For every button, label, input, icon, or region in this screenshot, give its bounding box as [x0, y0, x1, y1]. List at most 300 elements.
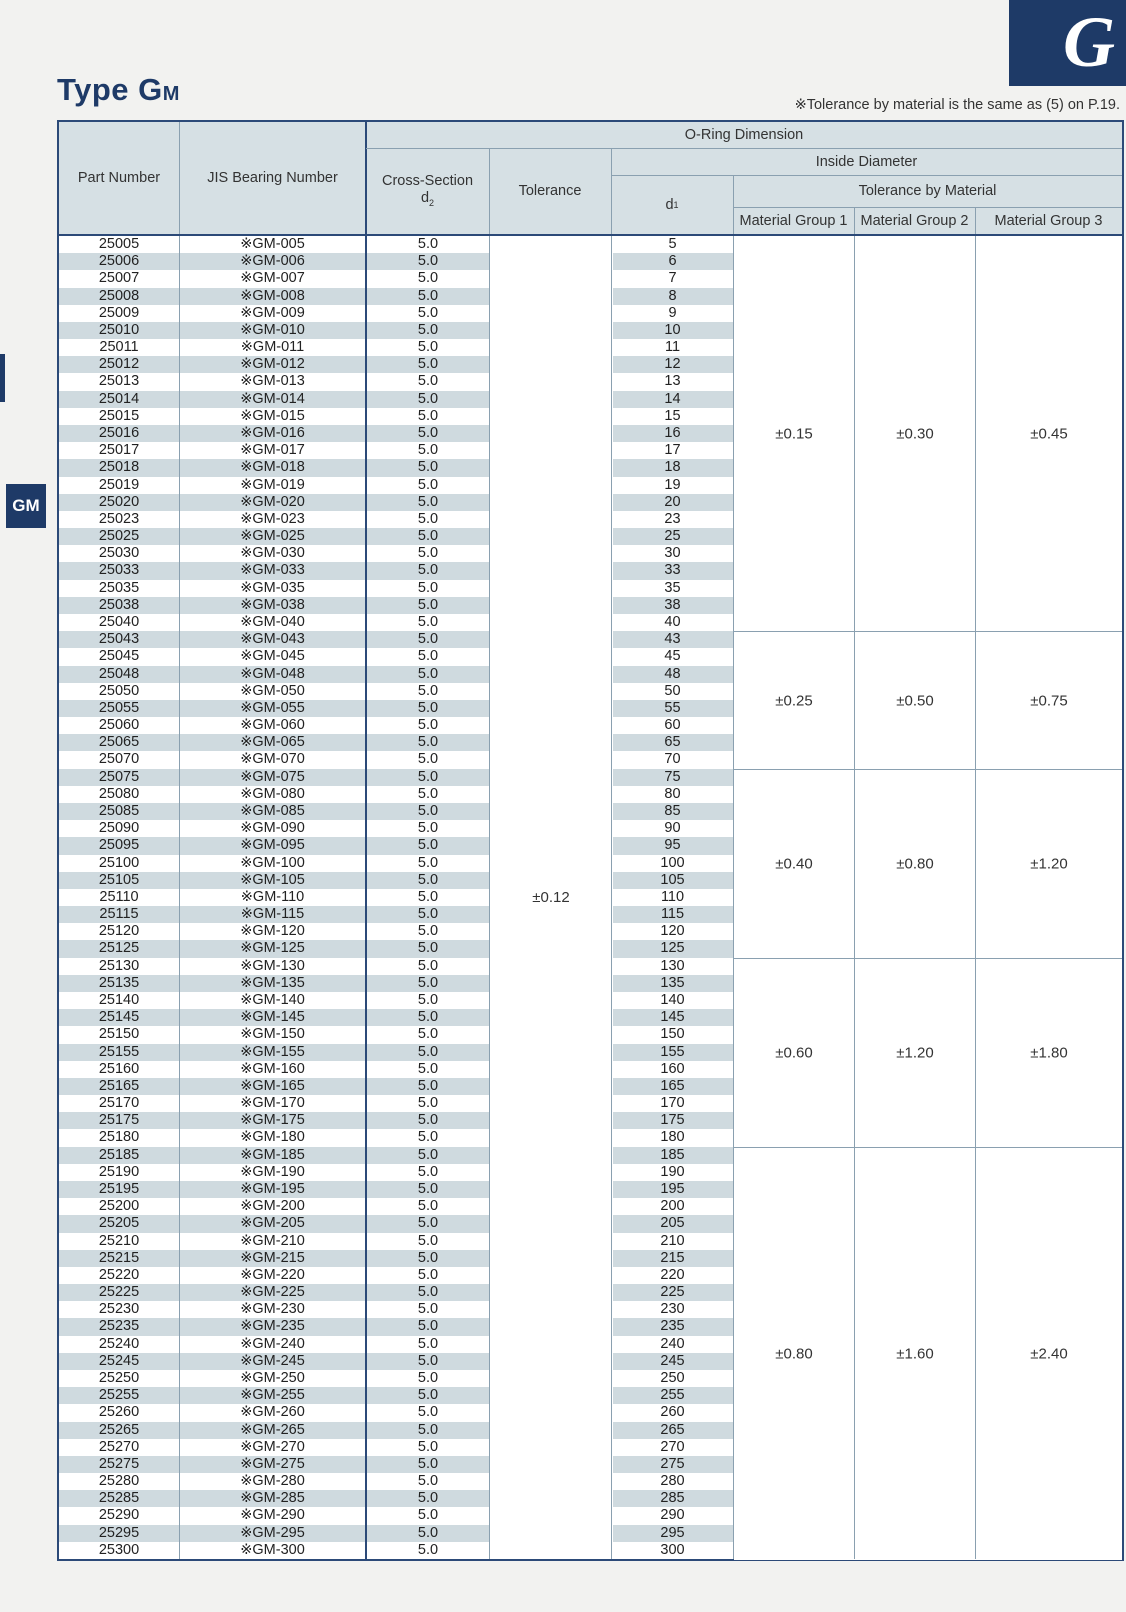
inside-diameter-cell: 6	[612, 253, 733, 270]
inside-diameter-cell: 35	[664, 579, 681, 596]
part-number-cell: 25010	[59, 322, 179, 339]
jis-number-cell: ※GM-075	[180, 769, 365, 786]
cross-section-cell: 5.0	[417, 1198, 439, 1215]
part-number-cell: 25170	[98, 1095, 140, 1112]
part-number-cell: 25295	[59, 1525, 179, 1542]
cross-section-cell: 5.0	[367, 734, 489, 751]
jis-number-cell: ※GM-200	[240, 1198, 305, 1215]
jis-number-cell: ※GM-275	[180, 1456, 365, 1473]
cross-section-cell: 5.0	[417, 442, 439, 459]
part-number-cell: 25130	[98, 957, 140, 974]
inside-diameter-cell: 5	[668, 236, 677, 252]
inside-diameter-cell: 75	[612, 769, 733, 786]
inside-diameter-cell: 120	[660, 923, 685, 940]
jis-number-cell: ※GM-055	[180, 700, 365, 717]
jis-number-cell: ※GM-160	[240, 1060, 305, 1077]
jis-number-cell: ※GM-008	[180, 288, 365, 305]
tolerance-group	[734, 958, 1122, 1148]
inside-diameter-cell: 200	[660, 1198, 685, 1215]
d1-sub: 1	[673, 199, 679, 210]
corner-tab-letter: G	[1063, 2, 1115, 82]
cross-section-cell: 5.0	[367, 1147, 489, 1164]
jis-number-cell: ※GM-265	[180, 1422, 365, 1439]
jis-number-cell: ※GM-005	[240, 236, 305, 252]
part-number-cell: 25255	[59, 1387, 179, 1404]
d1-sym: d	[665, 196, 674, 213]
jis-number-cell: ※GM-043	[180, 631, 365, 648]
part-number-cell: 25012	[59, 356, 179, 373]
jis-number-cell: ※GM-240	[240, 1335, 305, 1352]
header-mg2: Material Group 2	[860, 212, 969, 229]
tolerance-mg3: ±1.20	[1030, 855, 1068, 873]
title-sub: M	[162, 83, 180, 105]
inside-diameter-cell: 220	[660, 1266, 685, 1283]
cross-section-cell: 5.0	[367, 666, 489, 683]
inside-diameter-cell: 7	[668, 270, 677, 287]
inside-diameter-cell: 70	[664, 751, 681, 768]
part-number-cell: 25050	[98, 682, 140, 699]
tolerance-mg1: ±0.60	[775, 1044, 813, 1062]
part-number-cell: 25033	[59, 562, 179, 579]
cross-section-cell: 5.0	[367, 1112, 489, 1129]
jis-number-cell: ※GM-150	[240, 1026, 305, 1043]
header-cross-section-label: Cross-Section	[381, 172, 474, 189]
jis-number-cell: ※GM-014	[180, 391, 365, 408]
part-number-cell: 25180	[98, 1129, 140, 1146]
jis-number-cell: ※GM-023	[240, 510, 305, 527]
header-mg1: Material Group 1	[739, 212, 848, 229]
tolerance-mg1: ±0.40	[775, 855, 813, 873]
part-number-cell: 25120	[98, 923, 140, 940]
cross-section-cell: 5.0	[367, 288, 489, 305]
jis-number-cell: ※GM-048	[180, 666, 365, 683]
inside-diameter-cell: 23	[664, 510, 681, 527]
part-number-cell: 25011	[99, 339, 139, 356]
inside-diameter-cell: 215	[612, 1250, 733, 1267]
inside-diameter-cell: 16	[612, 425, 733, 442]
cross-section-cell: 5.0	[417, 717, 439, 734]
inside-diameter-cell: 105	[612, 872, 733, 889]
inside-diameter-cell: 25	[612, 528, 733, 545]
jis-number-cell: ※GM-012	[180, 356, 365, 373]
jis-number-cell: ※GM-090	[240, 820, 305, 837]
jis-number-cell: ※GM-060	[240, 717, 305, 734]
jis-number-cell: ※GM-260	[240, 1404, 305, 1421]
jis-number-cell: ※GM-220	[240, 1266, 305, 1283]
jis-number-cell: ※GM-170	[240, 1095, 305, 1112]
cross-section-cell: 5.0	[367, 459, 489, 476]
cross-section-cell: 5.0	[417, 373, 439, 390]
part-number-cell: 25105	[59, 872, 179, 889]
section-corner-tab	[1009, 0, 1126, 86]
cross-section-cell: 5.0	[417, 270, 439, 287]
cross-section-cell: 5.0	[367, 1250, 489, 1267]
inside-diameter-cell: 190	[660, 1163, 685, 1180]
cross-section-cell: 5.0	[417, 992, 439, 1008]
part-number-cell: 25150	[98, 1026, 140, 1043]
part-number-cell: 25145	[59, 1009, 179, 1026]
part-number-cell: 25019	[98, 476, 140, 493]
inside-diameter-cell: 175	[612, 1112, 733, 1129]
jis-number-cell: ※GM-033	[180, 562, 365, 579]
cross-section-cell: 5.0	[367, 1525, 489, 1542]
inside-diameter-cell: 19	[664, 476, 681, 493]
part-number-cell: 25155	[59, 1044, 179, 1061]
inside-diameter-cell: 33	[612, 562, 733, 579]
inside-diameter-cell: 60	[664, 717, 681, 734]
inside-diameter-cell: 225	[612, 1284, 733, 1301]
jis-number-cell: ※GM-155	[180, 1044, 365, 1061]
part-number-cell: 25017	[98, 442, 140, 459]
inside-diameter-cell: 260	[660, 1404, 685, 1421]
inside-diameter-cell: 265	[612, 1422, 733, 1439]
jis-number-cell: ※GM-035	[240, 579, 305, 596]
header-d1	[611, 175, 733, 234]
jis-number-cell: ※GM-125	[180, 940, 365, 957]
inside-diameter-cell: 20	[612, 494, 733, 511]
jis-number-cell: ※GM-050	[240, 682, 305, 699]
inside-diameter-cell: 48	[612, 666, 733, 683]
header-tol-by-material: Tolerance by Material	[858, 183, 997, 199]
jis-number-cell: ※GM-011	[240, 339, 305, 356]
inside-diameter-cell: 205	[612, 1215, 733, 1232]
cross-section-cell: 5.0	[417, 1404, 439, 1421]
cross-section-cell: 5.0	[367, 562, 489, 579]
jis-number-cell: ※GM-245	[180, 1353, 365, 1370]
jis-number-cell: ※GM-165	[180, 1078, 365, 1095]
inside-diameter-cell: 40	[664, 614, 681, 630]
part-number-cell: 25300	[98, 1541, 140, 1558]
inside-diameter-cell: 270	[660, 1438, 685, 1455]
cross-section-cell: 5.0	[367, 597, 489, 614]
inside-diameter-cell: 17	[664, 442, 681, 459]
inside-diameter-cell: 18	[612, 459, 733, 476]
jis-number-cell: ※GM-215	[180, 1250, 365, 1267]
part-number-cell: 25060	[98, 717, 140, 734]
part-number-cell: 25023	[98, 510, 140, 527]
inside-diameter-cell: 210	[660, 1232, 685, 1249]
tolerance-mg1: ±0.15	[775, 425, 813, 443]
cross-section-cell: 5.0	[367, 391, 489, 408]
jis-number-cell: ※GM-250	[240, 1370, 305, 1386]
inside-diameter-cell: 195	[612, 1181, 733, 1198]
tolerance-group	[734, 631, 1122, 769]
part-number-cell: 25175	[59, 1112, 179, 1129]
jis-number-cell: ※GM-145	[180, 1009, 365, 1026]
inside-diameter-cell: 275	[612, 1456, 733, 1473]
part-number-cell: 25195	[59, 1181, 179, 1198]
part-number-cell: 25015	[98, 407, 140, 424]
part-number-cell: 25115	[59, 906, 179, 923]
cross-section-cell: 5.0	[367, 940, 489, 957]
part-number-cell: 25110	[99, 888, 139, 905]
jis-number-cell: ※GM-130	[240, 957, 305, 974]
cross-section-cell: 5.0	[367, 1490, 489, 1507]
inside-diameter-cell: 295	[612, 1525, 733, 1542]
inside-diameter-cell: 115	[612, 906, 733, 923]
part-number-cell: 25230	[98, 1301, 140, 1318]
cross-section-cell: 5.0	[417, 648, 439, 665]
part-number-cell: 25030	[98, 545, 140, 562]
cross-section-cell: 5.0	[367, 1387, 489, 1404]
inside-diameter-cell: 230	[660, 1301, 685, 1318]
cross-section-cell: 5.0	[417, 236, 439, 252]
cross-section-cell: 5.0	[417, 1507, 439, 1524]
inside-diameter-cell: 30	[664, 545, 681, 562]
jis-number-cell: ※GM-210	[240, 1232, 305, 1249]
tolerance-mg2: ±0.30	[896, 425, 934, 443]
table-body	[59, 236, 1122, 1559]
part-number-cell: 25009	[98, 304, 140, 321]
jis-number-cell: ※GM-225	[180, 1284, 365, 1301]
part-number-cell: 25070	[98, 751, 140, 768]
header-cross-section	[366, 148, 489, 234]
tolerance-mg3: ±0.45	[1030, 425, 1068, 443]
jis-number-cell: ※GM-015	[240, 407, 305, 424]
cross-section-cell: 5.0	[417, 785, 439, 802]
jis-number-cell: ※GM-045	[240, 648, 305, 665]
cross-section-cell: 5.0	[367, 631, 489, 648]
jis-number-cell: ※GM-295	[180, 1525, 365, 1542]
part-number-cell: 25205	[59, 1215, 179, 1232]
cross-section-cell: 5.0	[367, 837, 489, 854]
cross-section-cell: 5.0	[417, 957, 439, 974]
tolerance-mg3: ±0.75	[1030, 692, 1068, 710]
part-number-cell: 25185	[59, 1147, 179, 1164]
inside-diameter-cell: 165	[612, 1078, 733, 1095]
jis-number-cell: ※GM-105	[180, 872, 365, 889]
part-number-cell: 25220	[98, 1266, 140, 1283]
jis-number-cell: ※GM-175	[180, 1112, 365, 1129]
part-number-cell: 25125	[59, 940, 179, 957]
jis-number-cell: ※GM-025	[180, 528, 365, 545]
cross-section-cell: 5.0	[417, 1301, 439, 1318]
cross-section-cell: 5.0	[417, 1060, 439, 1077]
cross-section-cell: 5.0	[367, 1422, 489, 1439]
cross-section-cell: 5.0	[367, 1009, 489, 1026]
header-tolerance: Tolerance	[518, 183, 582, 199]
side-section-tab[interactable]: GM	[6, 484, 46, 528]
part-number-cell: 25045	[98, 648, 140, 665]
inside-diameter-cell: 13	[664, 373, 681, 390]
tolerance-mg2: ±1.20	[896, 1044, 934, 1062]
inside-diameter-cell: 100	[660, 854, 685, 871]
jis-number-cell: ※GM-235	[180, 1318, 365, 1335]
jis-number-cell: ※GM-180	[240, 1129, 305, 1146]
jis-number-cell: ※GM-070	[240, 751, 305, 768]
jis-number-cell: ※GM-280	[240, 1473, 305, 1490]
jis-number-cell: ※GM-007	[240, 270, 305, 287]
oring-table	[57, 120, 1124, 1561]
part-number-cell: 25020	[59, 494, 179, 511]
tolerance-group	[734, 769, 1122, 959]
cross-section-cell: 5.0	[417, 1026, 439, 1043]
jis-number-cell: ※GM-095	[180, 837, 365, 854]
cross-section-cell: 5.0	[417, 1370, 439, 1386]
jis-number-cell: ※GM-140	[240, 992, 305, 1008]
part-number-cell: 25055	[59, 700, 179, 717]
inside-diameter-cell: 55	[612, 700, 733, 717]
jis-number-cell: ※GM-080	[240, 785, 305, 802]
inside-diameter-cell: 90	[664, 820, 681, 837]
part-number-cell: 25215	[59, 1250, 179, 1267]
inside-diameter-cell: 50	[664, 682, 681, 699]
cross-section-cell: 5.0	[417, 545, 439, 562]
part-number-cell: 25008	[59, 288, 179, 305]
cross-section-cell: 5.0	[367, 803, 489, 820]
cross-section-cell: 5.0	[417, 1232, 439, 1249]
inside-diameter-cell: 255	[612, 1387, 733, 1404]
inside-diameter-cell: 125	[612, 940, 733, 957]
cross-section-cell: 5.0	[417, 304, 439, 321]
cross-section-cell: 5.0	[367, 253, 489, 270]
cross-section-cell: 5.0	[417, 476, 439, 493]
jis-number-cell: ※GM-270	[240, 1438, 305, 1455]
cross-section-cell: 5.0	[367, 425, 489, 442]
cross-section-cell: 5.0	[417, 1438, 439, 1455]
inside-diameter-cell: 290	[660, 1507, 685, 1524]
part-number-cell: 25007	[98, 270, 140, 287]
inside-diameter-cell: 250	[660, 1370, 685, 1386]
part-number-cell: 25035	[98, 579, 140, 596]
cross-section-cell: 5.0	[417, 1129, 439, 1146]
jis-number-cell: ※GM-010	[180, 322, 365, 339]
tolerance-mg3: ±1.80	[1030, 1044, 1068, 1062]
part-number-cell: 25225	[59, 1284, 179, 1301]
part-number-cell: 25260	[98, 1404, 140, 1421]
part-number-cell: 25280	[98, 1473, 140, 1490]
jis-number-cell: ※GM-009	[240, 304, 305, 321]
jis-number-cell: ※GM-205	[180, 1215, 365, 1232]
jis-number-cell: ※GM-017	[240, 442, 305, 459]
cross-section-cell: 5.0	[417, 1095, 439, 1112]
tolerance-group	[734, 236, 1122, 631]
cross-section-cell: 5.0	[367, 1318, 489, 1335]
jis-number-cell: ※GM-195	[180, 1181, 365, 1198]
jis-number-cell: ※GM-290	[240, 1507, 305, 1524]
part-number-cell: 25018	[59, 459, 179, 476]
cross-section-tolerance: ±0.12	[489, 236, 613, 1559]
part-number-cell: 25160	[98, 1060, 140, 1077]
part-number-cell: 25245	[59, 1353, 179, 1370]
table-header	[59, 122, 1122, 236]
part-number-cell: 25085	[59, 803, 179, 820]
part-number-cell: 25135	[59, 975, 179, 992]
inside-diameter-cell: 150	[660, 1026, 685, 1043]
jis-number-cell: ※GM-185	[180, 1147, 365, 1164]
inside-diameter-cell: 8	[612, 288, 733, 305]
cross-section-cell: 5.0	[417, 1541, 439, 1558]
inside-diameter-cell: 155	[612, 1044, 733, 1061]
header-cross-section-symbol	[421, 190, 434, 209]
inside-diameter-cell: 15	[664, 407, 681, 424]
part-number-cell: 25014	[59, 391, 179, 408]
cross-section-cell: 5.0	[367, 1353, 489, 1370]
jis-number-cell: ※GM-230	[240, 1301, 305, 1318]
part-number-cell: 25013	[98, 373, 140, 390]
inside-diameter-cell: 185	[612, 1147, 733, 1164]
inside-diameter-cell: 11	[664, 339, 681, 356]
inside-diameter-cell: 140	[660, 992, 685, 1008]
jis-number-cell: ※GM-285	[180, 1490, 365, 1507]
part-number-cell: 25048	[59, 666, 179, 683]
part-number-cell: 25265	[59, 1422, 179, 1439]
cross-section-cell: 5.0	[417, 1163, 439, 1180]
tolerance-mg1: ±0.80	[775, 1345, 813, 1363]
title-main: Type G	[57, 72, 163, 107]
cross-section-cell: 5.0	[367, 322, 489, 339]
part-number-cell: 25290	[98, 1507, 140, 1524]
tolerance-mg2: ±1.60	[896, 1345, 934, 1363]
jis-number-cell: ※GM-065	[180, 734, 365, 751]
cs-sub: 2	[429, 198, 435, 209]
cross-section-cell: 5.0	[417, 854, 439, 871]
part-number-cell: 25065	[59, 734, 179, 751]
inside-diameter-cell: 300	[660, 1541, 685, 1558]
cross-section-cell: 5.0	[367, 1284, 489, 1301]
inside-diameter-cell: 10	[612, 322, 733, 339]
cross-section-cell: 5.0	[367, 528, 489, 545]
jis-number-cell: ※GM-300	[240, 1541, 305, 1558]
cross-section-cell: 5.0	[417, 888, 439, 905]
tolerance-mg1: ±0.25	[775, 692, 813, 710]
cross-section-cell: 5.0	[367, 1181, 489, 1198]
cross-section-cell: 5.0	[417, 923, 439, 940]
cross-section-cell: 5.0	[417, 1266, 439, 1283]
cross-section-cell: 5.0	[417, 339, 439, 356]
part-number-cell: 25095	[59, 837, 179, 854]
jis-number-cell: ※GM-020	[180, 494, 365, 511]
inside-diameter-cell: 95	[612, 837, 733, 854]
jis-number-cell: ※GM-038	[180, 597, 365, 614]
part-number-cell: 25190	[98, 1163, 140, 1180]
tolerance-mg3: ±2.40	[1030, 1345, 1068, 1363]
inside-diameter-cell: 130	[660, 957, 685, 974]
part-number-cell: 25043	[59, 631, 179, 648]
cross-section-cell: 5.0	[417, 820, 439, 837]
part-number-cell: 25025	[59, 528, 179, 545]
tolerance-mg2: ±0.50	[896, 692, 934, 710]
inside-diameter-cell: 160	[660, 1060, 685, 1077]
part-number-cell: 25275	[59, 1456, 179, 1473]
part-number-cell: 25210	[98, 1232, 140, 1249]
cross-section-cell: 5.0	[417, 510, 439, 527]
inside-diameter-cell: 135	[612, 975, 733, 992]
part-number-cell: 25090	[98, 820, 140, 837]
part-number-cell: 25250	[98, 1370, 140, 1386]
jis-number-cell: ※GM-190	[240, 1163, 305, 1180]
part-number-cell: 25038	[59, 597, 179, 614]
part-number-cell: 25006	[59, 253, 179, 270]
header-mg3: Material Group 3	[994, 212, 1103, 229]
header-part-number: Part Number	[77, 170, 161, 186]
side-marker-bar	[0, 354, 5, 402]
tolerance-note: ※Tolerance by material is the same as (5) on P.19.	[794, 97, 1120, 113]
inside-diameter-cell: 12	[612, 356, 733, 373]
jis-number-cell: ※GM-110	[240, 888, 305, 905]
part-number-cell: 25165	[59, 1078, 179, 1095]
part-number-cell: 25080	[98, 785, 140, 802]
jis-number-cell: ※GM-018	[180, 459, 365, 476]
cross-section-cell: 5.0	[367, 700, 489, 717]
inside-diameter-cell: 240	[660, 1335, 685, 1352]
cross-section-cell: 5.0	[367, 1044, 489, 1061]
part-number-cell: 25270	[98, 1438, 140, 1455]
jis-number-cell: ※GM-019	[240, 476, 305, 493]
part-number-cell: 25016	[59, 425, 179, 442]
inside-diameter-cell: 285	[612, 1490, 733, 1507]
jis-number-cell: ※GM-120	[240, 923, 305, 940]
